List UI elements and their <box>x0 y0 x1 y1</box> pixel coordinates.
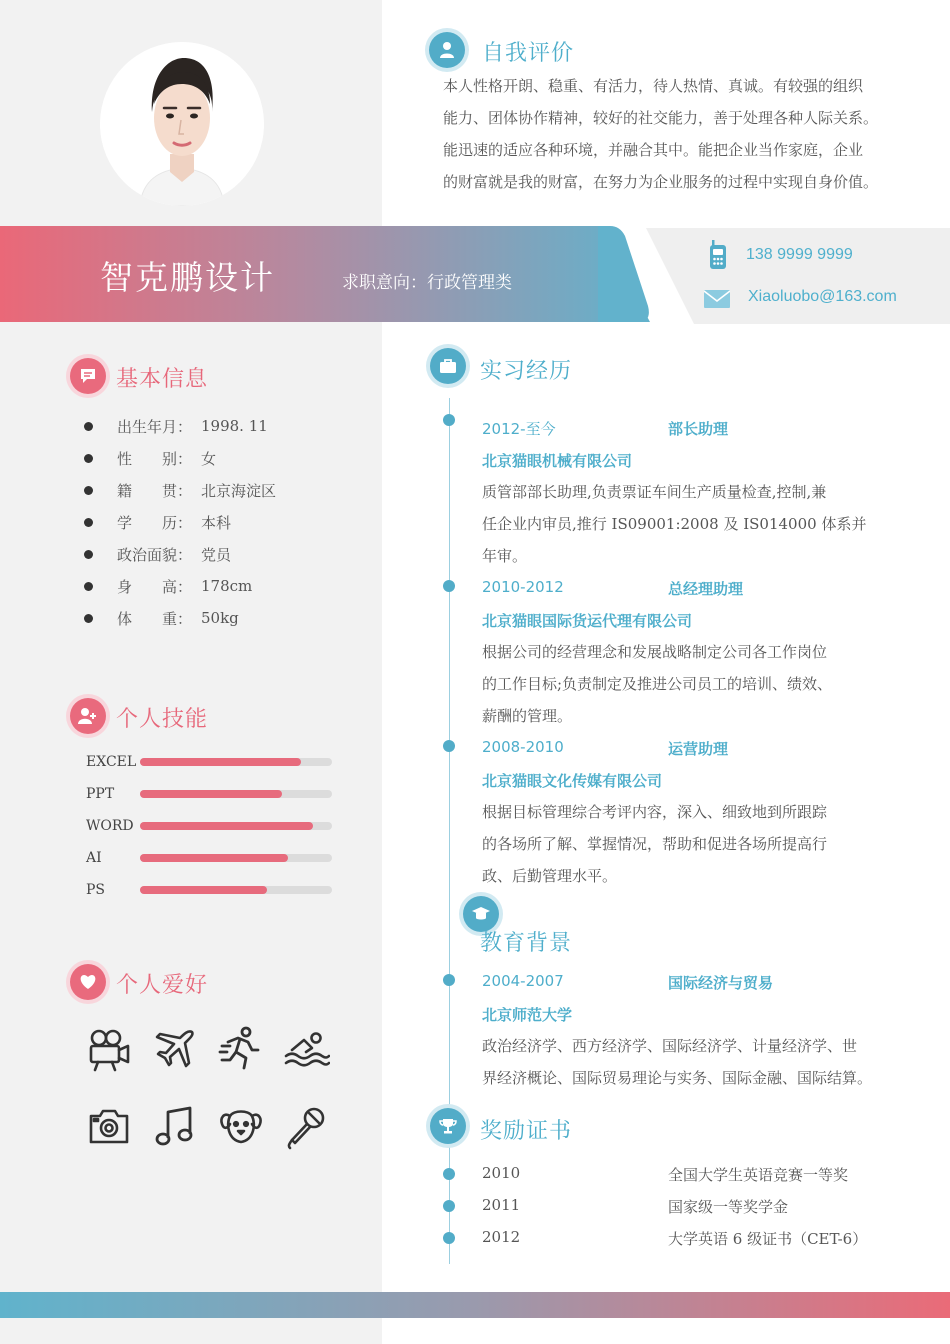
skill-row <box>86 842 332 874</box>
hobbies-title: 个人爱好 <box>116 973 209 998</box>
self-eval-title: 自我评价 <box>482 41 575 66</box>
internship-desc <box>482 636 922 732</box>
internship-desc <box>482 796 922 892</box>
internship-period: 2008-2010 <box>482 738 564 756</box>
info-value: 本科 <box>201 513 232 532</box>
internship-company: 北京猫眼机械有限公司 <box>482 452 633 470</box>
desc-line: 年审。 <box>482 547 528 565</box>
skills-title: 个人技能 <box>116 707 209 732</box>
desc-line: 根据目标管理综合考评内容，深入、细致地到所跟踪 <box>482 803 828 821</box>
skill-bar-fill <box>140 758 301 766</box>
course-line: 政治经济学、西方经济学、国际经济学、计量经济学、世 <box>482 1037 858 1055</box>
skill-name: AI <box>86 850 102 866</box>
bullet <box>84 454 93 463</box>
briefcase-icon <box>430 348 466 384</box>
self-eval-line: 能力、团体协作精神，较好的社交能力，善于处理各种人际关系。 <box>443 109 879 127</box>
phone-icon <box>708 240 728 274</box>
course-line: 界经济概论、国际贸易理论与实务、国际金融、国际结算。 <box>482 1069 873 1087</box>
skill-bar-fill <box>140 886 267 894</box>
skill-row <box>86 778 332 810</box>
email-address[interactable]: Xiaoluobo@163.com <box>748 288 897 305</box>
camera-icon <box>86 1104 132 1150</box>
bullet <box>84 582 93 591</box>
desc-line: 根据公司的经营理念和发展战略制定公司各工作岗位 <box>482 643 828 661</box>
internship-role: 部长助理 <box>668 420 729 438</box>
info-item <box>84 442 276 474</box>
info-label: 出生年月： <box>117 417 193 436</box>
mail-icon <box>704 290 730 312</box>
skill-name: EXCEL <box>86 754 137 770</box>
internship-role: 总经理助理 <box>668 580 744 598</box>
info-item <box>84 538 276 570</box>
info-value: 女 <box>201 449 217 468</box>
desc-line: 任企业内审员,推行 IS09001:2008 及 IS014000 体系并 <box>482 515 867 533</box>
skill-bar <box>140 886 332 894</box>
timeline-dot <box>443 974 455 986</box>
skill-bar <box>140 854 332 862</box>
info-item <box>84 570 276 602</box>
skill-name: PPT <box>86 786 115 802</box>
info-label: 体 重： <box>117 609 193 628</box>
internship-company: 北京猫眼国际货运代理有限公司 <box>482 612 693 630</box>
user-add-icon <box>70 698 106 734</box>
education-title: 教育背景 <box>480 931 573 956</box>
bullet <box>84 486 93 495</box>
self-eval-text <box>443 70 943 198</box>
award-name: 国家级一等奖学金 <box>668 1198 789 1216</box>
award-name: 大学英语 6 级证书（CET-6） <box>668 1230 868 1248</box>
desc-line: 的各场所了解、掌握情况，帮助和促进各场所提高行 <box>482 835 828 853</box>
timeline-dot <box>443 414 455 426</box>
timeline-dot <box>443 1232 455 1244</box>
person-icon <box>429 32 465 68</box>
desc-line: 质管部部长助理,负责票证车间生产质量检查,控制,兼 <box>482 483 827 501</box>
dog-icon <box>218 1104 264 1150</box>
info-label: 性 别： <box>117 449 193 468</box>
internship-role: 运营助理 <box>668 740 729 758</box>
info-item <box>84 506 276 538</box>
internship-title: 实习经历 <box>480 359 573 384</box>
swimming-icon <box>284 1026 330 1072</box>
info-value: 1998. 11 <box>201 417 268 435</box>
desc-line: 的工作目标;负责制定及推进公司员工的培训、绩效、 <box>482 675 833 693</box>
skill-name: PS <box>86 882 106 898</box>
airplane-icon <box>152 1026 198 1072</box>
education-major: 国际经济与贸易 <box>668 974 774 992</box>
desc-line: 政、后勤管理水平。 <box>482 867 618 885</box>
bullet <box>84 518 93 527</box>
film-camera-icon <box>86 1026 132 1072</box>
internship-company: 北京猫眼文化传媒有限公司 <box>482 772 663 790</box>
self-eval-line: 的财富就是我的财富，在努力为企业服务的过程中实现自身价值。 <box>443 173 879 191</box>
banner-end-cap <box>598 226 650 322</box>
info-value: 50kg <box>201 609 239 627</box>
skill-row <box>86 810 332 842</box>
info-value: 178cm <box>201 577 253 595</box>
timeline-dot <box>443 1168 455 1180</box>
footer-bar <box>0 1292 950 1318</box>
internship-period: 2010-2012 <box>482 578 564 596</box>
education-period: 2004-2007 <box>482 972 564 990</box>
heart-icon <box>70 964 106 1000</box>
info-label: 学 历： <box>117 513 193 532</box>
self-eval-line: 能迅速的适应各种环境，并融合其中。能把企业当作家庭，企业 <box>443 141 864 159</box>
contact-box <box>646 228 950 324</box>
music-note-icon <box>152 1104 198 1150</box>
basic-info-list <box>84 410 276 634</box>
internship-period: 2012-至今 <box>482 420 556 438</box>
internship-desc <box>482 476 922 572</box>
award-year: 2011 <box>482 1196 521 1214</box>
skill-bar <box>140 822 332 830</box>
skill-name: WORD <box>86 818 134 834</box>
job-intent: 求职意向：行政管理类 <box>342 273 512 293</box>
award-year: 2010 <box>482 1164 521 1182</box>
info-item <box>84 474 276 506</box>
info-item <box>84 602 276 634</box>
candidate-name: 智克鹏设计 <box>100 258 275 297</box>
education-school: 北京师范大学 <box>482 1006 573 1024</box>
skill-bar <box>140 790 332 798</box>
skill-bar <box>140 758 332 766</box>
trophy-icon <box>430 1108 466 1144</box>
bullet <box>84 422 93 431</box>
info-value: 北京海淀区 <box>201 481 277 500</box>
bullet <box>84 614 93 623</box>
education-courses <box>482 1030 932 1094</box>
info-item <box>84 410 276 442</box>
award-name: 全国大学生英语竞赛一等奖 <box>668 1166 849 1184</box>
avatar <box>100 42 264 206</box>
skill-row <box>86 874 332 906</box>
skill-bar-fill <box>140 854 288 862</box>
desc-line: 薪酬的管理。 <box>482 707 573 725</box>
chat-icon <box>70 358 106 394</box>
phone-number[interactable]: 138 9999 9999 <box>746 246 853 263</box>
timeline-dot <box>443 1200 455 1212</box>
timeline-dot <box>443 580 455 592</box>
microphone-icon <box>284 1104 330 1150</box>
skill-row <box>86 746 332 778</box>
awards-title: 奖励证书 <box>480 1119 573 1144</box>
skill-bar-fill <box>140 790 282 798</box>
bullet <box>84 550 93 559</box>
basic-info-title: 基本信息 <box>116 367 209 392</box>
info-label: 政治面貌： <box>117 545 193 564</box>
info-value: 党员 <box>201 545 232 564</box>
info-label: 籍 贯： <box>117 481 193 500</box>
running-icon <box>218 1026 264 1072</box>
self-eval-line: 本人性格开朗、稳重、有活力，待人热情、真诚。有较强的组织 <box>443 77 864 95</box>
timeline-dot <box>443 740 455 752</box>
info-label: 身 高： <box>117 577 193 596</box>
name-banner <box>0 226 650 322</box>
award-year: 2012 <box>482 1228 521 1246</box>
skill-list <box>86 746 332 906</box>
skill-bar-fill <box>140 822 313 830</box>
